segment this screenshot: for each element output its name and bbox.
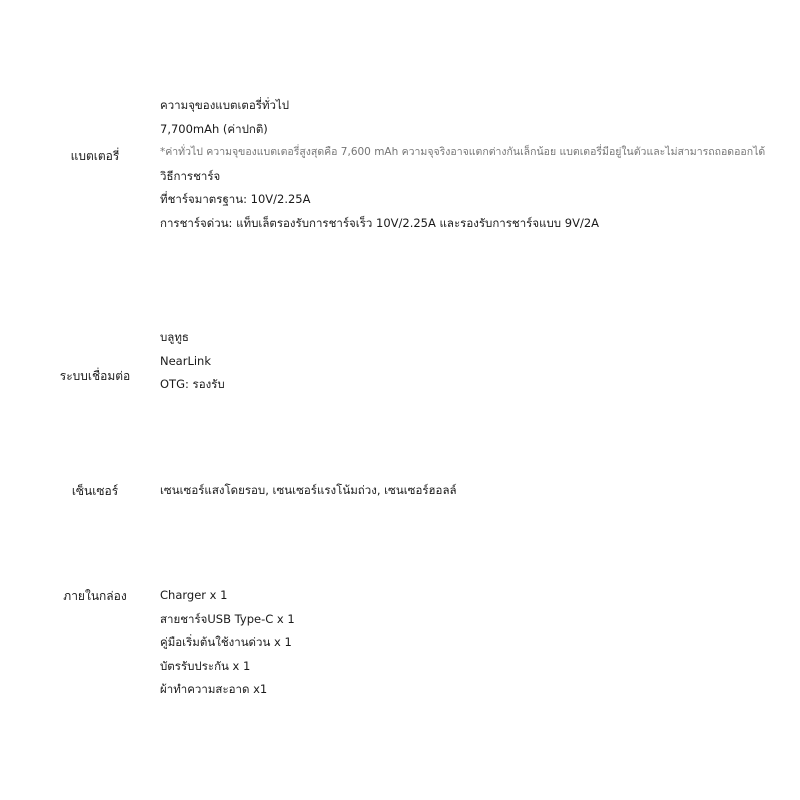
spec-values-connectivity: [160, 326, 790, 397]
box-item-charger: Charger x 1: [160, 588, 228, 602]
otg-item: OTG: รองรับ: [160, 377, 225, 391]
spec-label-connectivity: ระบบเชื่อมต่อ: [59, 369, 131, 383]
battery-capacity-value: 7,700mAh (ค่าปกติ): [160, 121, 268, 136]
box-item-warranty-card: บัตรรับประกัน x 1: [160, 658, 251, 673]
spec-label-in-box: ภายในกล่อง: [63, 589, 127, 603]
spec-values-sensor: [160, 479, 790, 503]
nearlink-item: NearLink: [160, 353, 212, 368]
standard-charger-spec: ที่ชาร์จมาตรฐาน: 10V/2.25A: [160, 192, 311, 206]
charging-method-heading: วิธีการชาร์จ: [160, 168, 221, 183]
spec-label-battery: แบตเตอรี่: [70, 149, 120, 163]
battery-capacity-footnote: *ค่าทั่วไป ความจุของแบตเตอรี่สูงสุดคือ 7,600 mAh ความจุจริงอาจแตกต่างกันเล็กน้อย แบตเตอรี่มีอยู่ในตัวและไม่สามารถถอดออกได้: [160, 146, 766, 158]
spec-label-sensor: เซ็นเซอร์: [71, 484, 119, 498]
spec-values-in-box: [160, 584, 790, 702]
box-item-cleaning-cloth: ผ้าทำความสะอาด x1: [160, 682, 268, 696]
bluetooth-item: บลูทูธ: [160, 330, 189, 344]
sensor-list: เซนเซอร์แสงโดยรอบ, เซนเซอร์แรงโน้มถ่วง, เซนเซอร์ฮอลล์: [160, 483, 457, 497]
fast-charging-spec: การชาร์จด่วน: แท็บเล็ตรองรับการชาร์จเร็ว 10V/2.25A และรองรับการชาร์จแบบ 9V/2A: [160, 215, 599, 230]
box-item-quick-start-guide: คู่มือเริ่มต้นใช้งานด่วน x 1: [160, 635, 292, 649]
box-item-usb-cable: สายชาร์จUSB Type-C x 1: [160, 611, 295, 626]
spec-values-battery: [160, 94, 790, 235]
battery-capacity-heading: ความจุของแบตเตอรี่ทั่วไป: [160, 98, 290, 112]
